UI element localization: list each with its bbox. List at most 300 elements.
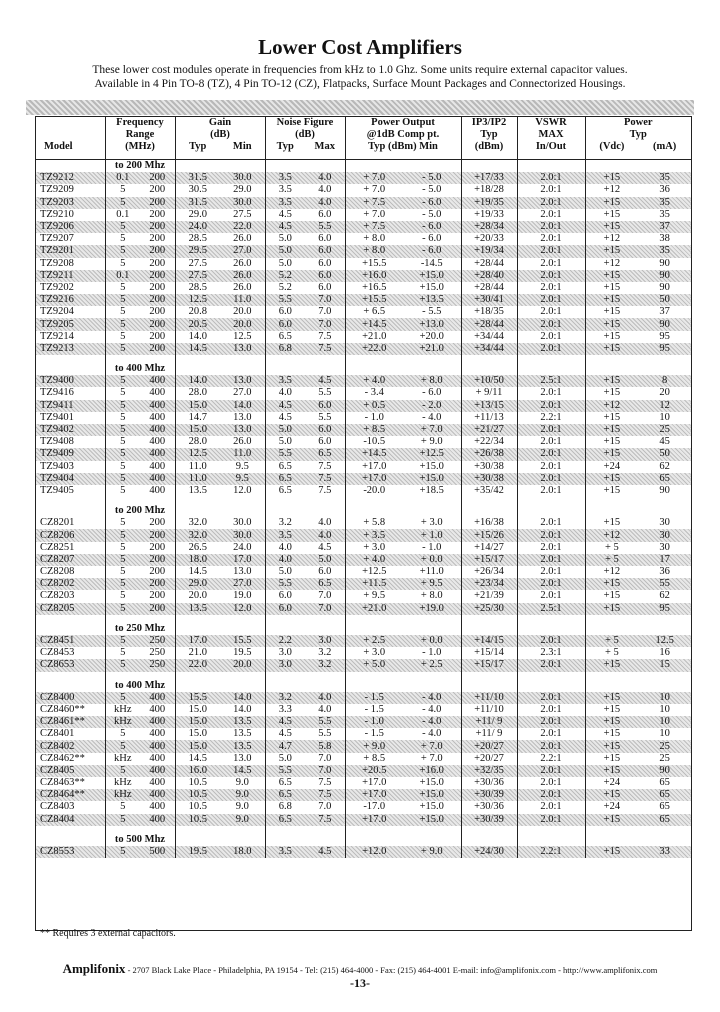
freq-high: 200: [149, 257, 166, 269]
power-cell: [585, 716, 691, 728]
table-row: [36, 473, 691, 485]
gain-low: 28.0: [188, 436, 207, 448]
model-cell: CZ8464**: [36, 789, 105, 801]
power-cell: [585, 485, 691, 497]
gain-low: 10.5: [188, 813, 207, 825]
ip-cell: +20/27: [461, 753, 517, 765]
gap-cell: [461, 497, 517, 505]
ip-cell: +20/27: [461, 740, 517, 752]
model-cell: CZ8460**: [40, 703, 85, 715]
gain-low: 28.5: [188, 233, 207, 245]
freq-cell: [105, 306, 175, 318]
ip-cell: +15/14: [461, 647, 517, 659]
gain-cell: [175, 753, 265, 765]
header-power-output: Power Output @1dB Comp pt. Typ (dBm) Min: [345, 117, 461, 160]
pout-cell: [345, 777, 461, 789]
gain-cell: [175, 233, 265, 245]
power-ma: 25: [659, 752, 670, 764]
power-cell: [585, 777, 691, 789]
page-number: -13-: [350, 976, 370, 990]
freq-cell: [105, 578, 175, 590]
vswr-cell: 2.2:1: [517, 846, 585, 858]
gain-low: 11.0: [188, 460, 207, 472]
power-cell: [585, 400, 691, 412]
header-ip3-ip2: IP3/IP2 Typ (dBm): [461, 117, 517, 160]
noise-low: 5.0: [278, 233, 292, 245]
gain-high: 14.5: [233, 764, 252, 776]
noise-high: 6.0: [318, 566, 332, 578]
vswr-cell: 2.0:1: [517, 197, 585, 209]
freq-cell: [105, 777, 175, 789]
freq-high: 400: [149, 716, 166, 728]
freq-low: 5: [120, 245, 126, 257]
noise-cell: [265, 172, 345, 184]
power-ma: 65: [659, 789, 670, 801]
amplifier-spec-table: [36, 117, 691, 858]
table-row: [36, 448, 691, 460]
pout-cell: [345, 294, 461, 306]
gain-cell: [175, 306, 265, 318]
noise-cell: [265, 566, 345, 578]
ip-cell: +17/33: [461, 172, 517, 184]
noise-cell: [265, 306, 345, 318]
power-vdc: +15: [603, 578, 621, 590]
freq-low: 5: [120, 436, 126, 448]
gain-high: 26.0: [233, 281, 252, 293]
pout-high: + 0.0: [420, 635, 443, 647]
pout-cell: [345, 461, 461, 473]
freq-high: 200: [149, 233, 166, 245]
freq-high: 400: [149, 448, 166, 460]
gain-high: 13.0: [233, 424, 252, 436]
table-row: [36, 635, 691, 647]
gap-cell: [175, 826, 265, 834]
model-cell: TZ9409: [36, 448, 105, 460]
noise-low: 5.0: [278, 752, 292, 764]
table-row: [36, 716, 691, 728]
section-gap: [36, 497, 691, 505]
gain-cell: [175, 603, 265, 615]
pout-cell: [345, 400, 461, 412]
pout-low: + 7.0: [363, 172, 386, 184]
noise-cell: [265, 542, 345, 554]
power-ma: 36: [659, 184, 670, 196]
gap-cell: [461, 826, 517, 834]
ip-cell: +14/15: [461, 635, 517, 647]
freq-high: 200: [149, 318, 166, 330]
gain-low: 21.0: [188, 647, 207, 659]
vswr-cell: 2.0:1: [517, 473, 585, 485]
noise-low: 6.0: [278, 602, 292, 614]
table-row: [36, 412, 691, 424]
pout-high: - 4.0: [422, 411, 442, 423]
noise-cell: [265, 814, 345, 826]
model-cell: TZ9214: [40, 330, 74, 342]
gap-cell: [265, 355, 345, 363]
ip-cell: +18/35: [461, 306, 517, 318]
pout-low: +15.5: [362, 294, 387, 306]
ip-cell: +19/33: [461, 209, 517, 221]
pout-high: +15.0: [419, 789, 444, 801]
gain-low: 29.0: [188, 578, 207, 590]
freq-cell: [105, 728, 175, 740]
ip-cell: +26/38: [461, 448, 517, 460]
freq-low: 5: [120, 330, 126, 342]
noise-cell: [265, 233, 345, 245]
pout-cell: [345, 331, 461, 343]
power-ma: 38: [659, 233, 670, 245]
gain-low: 32.0: [188, 517, 207, 529]
freq-cell: [105, 590, 175, 602]
section-spacer: [36, 160, 105, 173]
model-cell: CZ8205: [36, 603, 105, 615]
power-vdc: +12: [603, 184, 621, 196]
freq-low: 5: [120, 196, 126, 208]
noise-high: 6.5: [318, 448, 332, 460]
freq-high: 200: [149, 245, 166, 257]
freq-low: 5: [120, 221, 126, 233]
freq-high: 400: [149, 801, 166, 813]
freq-cell: [105, 566, 175, 578]
power-vdc: +24: [603, 777, 621, 789]
freq-cell: [105, 659, 175, 671]
freq-high: 250: [149, 635, 166, 647]
vswr-cell: 2.0:1: [517, 801, 585, 813]
table-row: [36, 728, 691, 740]
pout-low: +14.5: [362, 318, 387, 330]
ip-cell: +11/ 9: [461, 728, 517, 740]
ip-cell: +28/40: [461, 270, 517, 282]
noise-high: 7.5: [318, 813, 332, 825]
ip-cell: +11/ 9: [461, 716, 517, 728]
vswr-cell: 2.0:1: [517, 258, 585, 270]
freq-cell: [105, 387, 175, 399]
gap-cell: [105, 497, 175, 505]
power-cell: [585, 306, 691, 318]
gain-cell: [175, 184, 265, 196]
noise-high: 7.0: [318, 590, 332, 602]
pout-cell: [345, 221, 461, 233]
power-vdc: + 5: [604, 647, 619, 659]
pout-cell: [345, 473, 461, 485]
gain-low: 12.5: [188, 294, 207, 306]
noise-low: 4.0: [278, 541, 292, 553]
vswr-cell: 2.0:1: [517, 387, 585, 399]
section-gap: [36, 615, 691, 623]
freq-low: 5: [120, 659, 126, 671]
noise-cell: [265, 448, 345, 460]
pout-cell: [345, 603, 461, 615]
power-ma: 90: [659, 764, 670, 776]
pout-cell: [345, 716, 461, 728]
pout-high: - 5.0: [422, 172, 442, 184]
gain-cell: [175, 485, 265, 497]
page-title: Lower Cost Amplifiers: [258, 35, 462, 59]
gain-low: 14.0: [188, 330, 207, 342]
noise-cell: [265, 578, 345, 590]
power-cell: [585, 473, 691, 485]
power-vdc: +15: [603, 472, 621, 484]
section-spacer: [461, 505, 517, 517]
model-cell: CZ8462**: [40, 752, 85, 764]
gain-low: 27.5: [188, 257, 207, 269]
power-vdc: +15: [603, 330, 621, 342]
section-spacer: [265, 680, 345, 692]
vswr-cell: 2.0:1: [517, 343, 585, 355]
model-cell: CZ8251: [40, 541, 75, 553]
noise-cell: [265, 740, 345, 752]
power-ma: 12: [659, 399, 670, 411]
vswr-cell: 2.0:1: [517, 306, 585, 318]
vswr-cell: 2.0:1: [517, 728, 585, 740]
freq-cell: [105, 197, 175, 209]
model-cell: TZ9206: [36, 221, 105, 233]
model-cell: CZ8653: [36, 659, 105, 671]
pout-low: + 3.5: [363, 529, 386, 541]
gain-high: 13.0: [233, 375, 252, 387]
freq-low: 5: [120, 647, 126, 659]
power-vdc: +15: [603, 813, 621, 825]
power-cell: [585, 704, 691, 716]
gain-high: 12.0: [233, 602, 252, 614]
header-noise-figure: Noise Figure (dB) Typ Max: [265, 117, 345, 160]
power-cell: [585, 387, 691, 399]
power-ma: 20: [659, 387, 670, 399]
freq-cell: [105, 485, 175, 497]
freq-low: 5: [120, 635, 126, 647]
noise-high: 6.0: [318, 424, 332, 436]
gap-cell: [345, 355, 461, 363]
section-gap: [36, 826, 691, 834]
power-vdc: +15: [603, 659, 621, 671]
model-cell: CZ8203: [40, 590, 75, 602]
power-vdc: +15: [603, 411, 621, 423]
freq-cell: [105, 184, 175, 196]
noise-cell: [265, 258, 345, 270]
vswr-cell: 2.0:1: [517, 554, 585, 566]
ip-cell: +32/35: [461, 765, 517, 777]
vswr-cell: 2.0:1: [517, 635, 585, 647]
pout-cell: [345, 306, 461, 318]
pout-high: + 3.0: [420, 517, 443, 529]
noise-high: 3.2: [318, 659, 332, 671]
noise-cell: [265, 728, 345, 740]
header-power: Power Typ (Vdc) (mA): [585, 117, 691, 160]
gain-low: 14.0: [188, 375, 207, 387]
pout-low: +16.0: [362, 269, 387, 281]
ip-cell: +21/39: [461, 590, 517, 602]
section-spacer: [461, 623, 517, 635]
section-gap: [36, 355, 691, 363]
section-spacer: [585, 680, 691, 692]
model-cell: TZ9208: [40, 257, 74, 269]
freq-cell: [105, 716, 175, 728]
gain-high: 11.0: [233, 448, 252, 460]
power-cell: [585, 740, 691, 752]
freq-cell: [105, 282, 175, 294]
freq-cell: [105, 233, 175, 245]
pout-high: +15.0: [419, 813, 444, 825]
noise-high: 7.0: [318, 602, 332, 614]
vswr-cell: 2.0:1: [517, 659, 585, 671]
gap-cell: [517, 826, 585, 834]
power-ma: 8: [662, 375, 668, 387]
noise-high: 5.5: [318, 728, 332, 740]
gap-cell: [517, 355, 585, 363]
power-vdc: +15: [603, 448, 621, 460]
power-cell: [585, 294, 691, 306]
model-cell: CZ8403: [40, 801, 75, 813]
model-cell: TZ9201: [36, 245, 105, 257]
power-ma: 10: [659, 411, 670, 423]
noise-low: 3.5: [278, 172, 292, 184]
pout-high: +15.0: [419, 460, 444, 472]
gain-high: 20.0: [233, 306, 252, 318]
noise-high: 6.0: [318, 281, 332, 293]
power-cell: [585, 635, 691, 647]
power-vdc: +15: [603, 281, 621, 293]
freq-cell: [105, 245, 175, 257]
pout-low: + 9.0: [363, 740, 386, 752]
noise-high: 5.5: [318, 221, 332, 233]
freq-high: 200: [149, 294, 166, 306]
power-ma: 37: [659, 306, 670, 318]
gain-high: 17.0: [233, 553, 252, 565]
pout-cell: [345, 318, 461, 330]
noise-low: 3.5: [278, 375, 292, 387]
freq-cell: [105, 375, 175, 387]
pout-low: + 0.5: [363, 399, 386, 411]
table-row: [36, 184, 691, 196]
gain-cell: [175, 258, 265, 270]
vswr-cell: 2.3:1: [517, 647, 585, 659]
table-row: [36, 814, 691, 826]
freq-low: 5: [120, 306, 126, 318]
noise-cell: [265, 270, 345, 282]
pout-high: + 7.0: [420, 752, 443, 764]
power-cell: [585, 728, 691, 740]
section-label: to 500 Mhz: [105, 834, 175, 846]
freq-low: 5: [120, 399, 126, 411]
section-header-row: [36, 680, 691, 692]
noise-cell: [265, 343, 345, 355]
ip-cell: +26/34: [461, 566, 517, 578]
noise-cell: [265, 436, 345, 448]
freq-low: kHz: [114, 703, 132, 715]
freq-low: 5: [120, 460, 126, 472]
ip-cell: +20/33: [461, 233, 517, 245]
table-body: [36, 160, 691, 859]
freq-high: 200: [149, 578, 166, 590]
model-cell: TZ9216: [36, 294, 105, 306]
pout-high: +15.0: [419, 281, 444, 293]
power-vdc: +12: [603, 257, 621, 269]
table-row: [36, 172, 691, 184]
noise-low: 6.8: [278, 801, 292, 813]
gain-high: 9.0: [235, 801, 249, 813]
pout-high: + 0.0: [420, 553, 443, 565]
pout-cell: [345, 635, 461, 647]
power-ma: 65: [659, 777, 670, 789]
section-spacer: [175, 680, 265, 692]
pout-cell: [345, 590, 461, 602]
power-ma: 25: [659, 424, 670, 436]
pout-cell: [345, 375, 461, 387]
freq-high: 400: [149, 399, 166, 411]
noise-high: 4.0: [318, 529, 332, 541]
gap-cell: [461, 672, 517, 680]
power-cell: [585, 233, 691, 245]
pout-low: +12.0: [362, 846, 387, 858]
noise-low: 6.5: [278, 330, 292, 342]
gain-low: 11.0: [188, 472, 207, 484]
pout-low: + 8.5: [363, 424, 386, 436]
table-row: [36, 578, 691, 590]
pout-low: + 5.0: [363, 659, 386, 671]
noise-high: 4.5: [318, 846, 332, 858]
table-row: [36, 331, 691, 343]
gain-high: 12.0: [233, 484, 252, 496]
gap-cell: [36, 497, 105, 505]
power-vdc: + 5: [604, 553, 619, 565]
model-cell: TZ9212: [36, 172, 105, 184]
power-cell: [585, 375, 691, 387]
noise-low: 4.5: [278, 221, 292, 233]
freq-cell: [105, 692, 175, 704]
power-ma: 62: [659, 460, 670, 472]
freq-high: 200: [149, 306, 166, 318]
power-ma: 10: [659, 691, 670, 703]
gain-high: 19.0: [233, 590, 252, 602]
noise-high: 5.5: [318, 716, 332, 728]
gap-cell: [585, 497, 691, 505]
freq-high: 400: [149, 691, 166, 703]
freq-cell: [105, 814, 175, 826]
gain-cell: [175, 448, 265, 460]
pout-high: - 6.0: [422, 196, 442, 208]
section-spacer: [517, 160, 585, 173]
power-ma: 95: [659, 602, 670, 614]
freq-low: 5: [120, 411, 126, 423]
ip-cell: +13/15: [461, 400, 517, 412]
freq-cell: [105, 635, 175, 647]
model-cell: CZ8402: [36, 740, 105, 752]
freq-low: 0.1: [116, 172, 130, 184]
freq-cell: [105, 461, 175, 473]
gain-cell: [175, 765, 265, 777]
pout-low: + 4.0: [363, 553, 386, 565]
power-ma: 50: [659, 448, 670, 460]
gain-high: 20.0: [233, 318, 252, 330]
pout-high: +16.0: [419, 764, 444, 776]
freq-low: 5: [120, 472, 126, 484]
freq-low: 0.1: [116, 208, 130, 220]
table-row: [36, 485, 691, 497]
noise-high: 6.0: [318, 245, 332, 257]
noise-low: 5.0: [278, 566, 292, 578]
noise-low: 5.5: [278, 294, 292, 306]
vswr-cell: 2.0:1: [517, 590, 585, 602]
table-header: [36, 117, 691, 160]
gap-cell: [345, 497, 461, 505]
gain-high: 30.0: [233, 529, 252, 541]
freq-low: kHz: [114, 716, 132, 728]
pout-high: - 5.0: [422, 184, 442, 196]
pout-low: +21.0: [362, 330, 387, 342]
section-spacer: [517, 834, 585, 846]
pout-high: - 1.0: [422, 541, 442, 553]
gain-cell: [175, 716, 265, 728]
